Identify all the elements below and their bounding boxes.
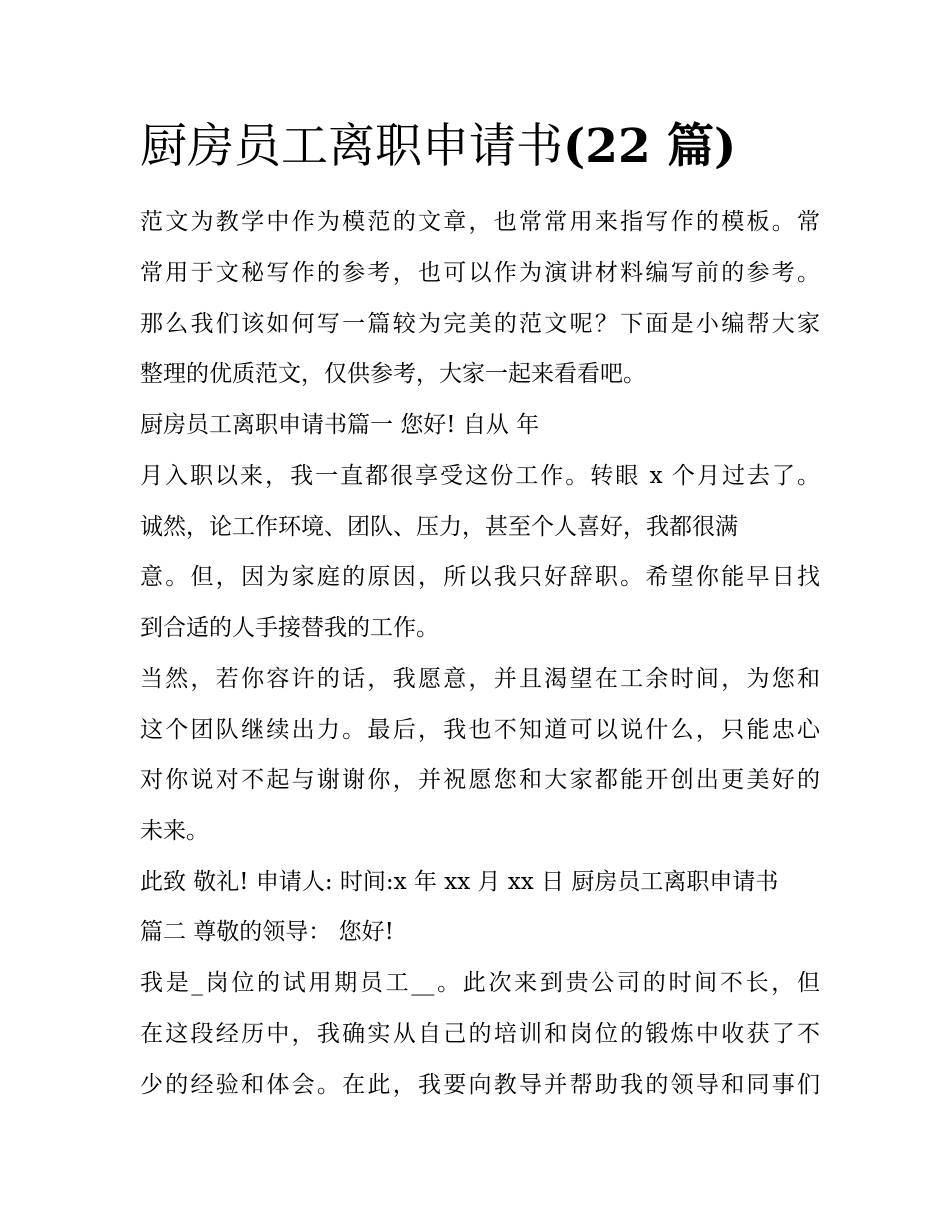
body-line: 对你说对不起与谢谢你，并祝愿您和大家都能开创出更美好的 [140, 767, 820, 793]
body-line: 那么我们该如何写一篇较为完美的范文呢？下面是小编帮大家 [140, 311, 820, 337]
body-line: 意。但，因为家庭的原因，所以我只好辞职。希望你能早日找 [140, 564, 820, 590]
body-line: 少的经验和体会。在此，我要向教导并帮助我的领导和同事们 [140, 1072, 820, 1098]
body-line: 这个团队继续出力。最后，我也不知道可以说什么，只能忠心 [140, 717, 820, 743]
body-line: 到合适的人手接替我的工作。 [140, 615, 439, 641]
document-title [140, 114, 736, 180]
body-line: 月入职以来，我一直都很享受这份工作。转眼 x 个月过去了。 [140, 463, 820, 489]
body-line: 厨房员工离职申请书篇一 您好! 自从 年 [140, 412, 540, 438]
body-line: 范文为教学中作为模范的文章，也常常用来指写作的模板。常 [140, 209, 820, 235]
body-line: 整理的优质范文，仅供参考，大家一起来看看吧。 [140, 361, 646, 387]
body-line: 当然，若你容许的话，我愿意，并且渴望在工余时间，为您和 [140, 666, 820, 692]
body-line: 未来。 [140, 818, 209, 844]
body-line: 在这段经历中，我确实从自己的培训和岗位的锻炼中收获了不 [140, 1021, 820, 1047]
body-line: 常用于文秘写作的参考，也可以作为演讲材料编写前的参考。 [140, 260, 820, 286]
body-line: 诚然，论工作环境、团队、压力，甚至个人喜好，我都很满 [140, 514, 738, 540]
title-count-text: (22 篇) [563, 119, 737, 174]
body-line: 我是_岗位的试用期员工__。此次来到贵公司的时间不长，但 [140, 970, 820, 996]
body-line: 此致 敬礼! 申请人: 时间:x 年 xx 月 xx 日 厨房员工离职申请书 [140, 869, 779, 895]
title-main-text: 厨房员工离职申请书 [140, 119, 563, 174]
body-line: 篇二 尊敬的领导： 您好! [140, 919, 394, 945]
